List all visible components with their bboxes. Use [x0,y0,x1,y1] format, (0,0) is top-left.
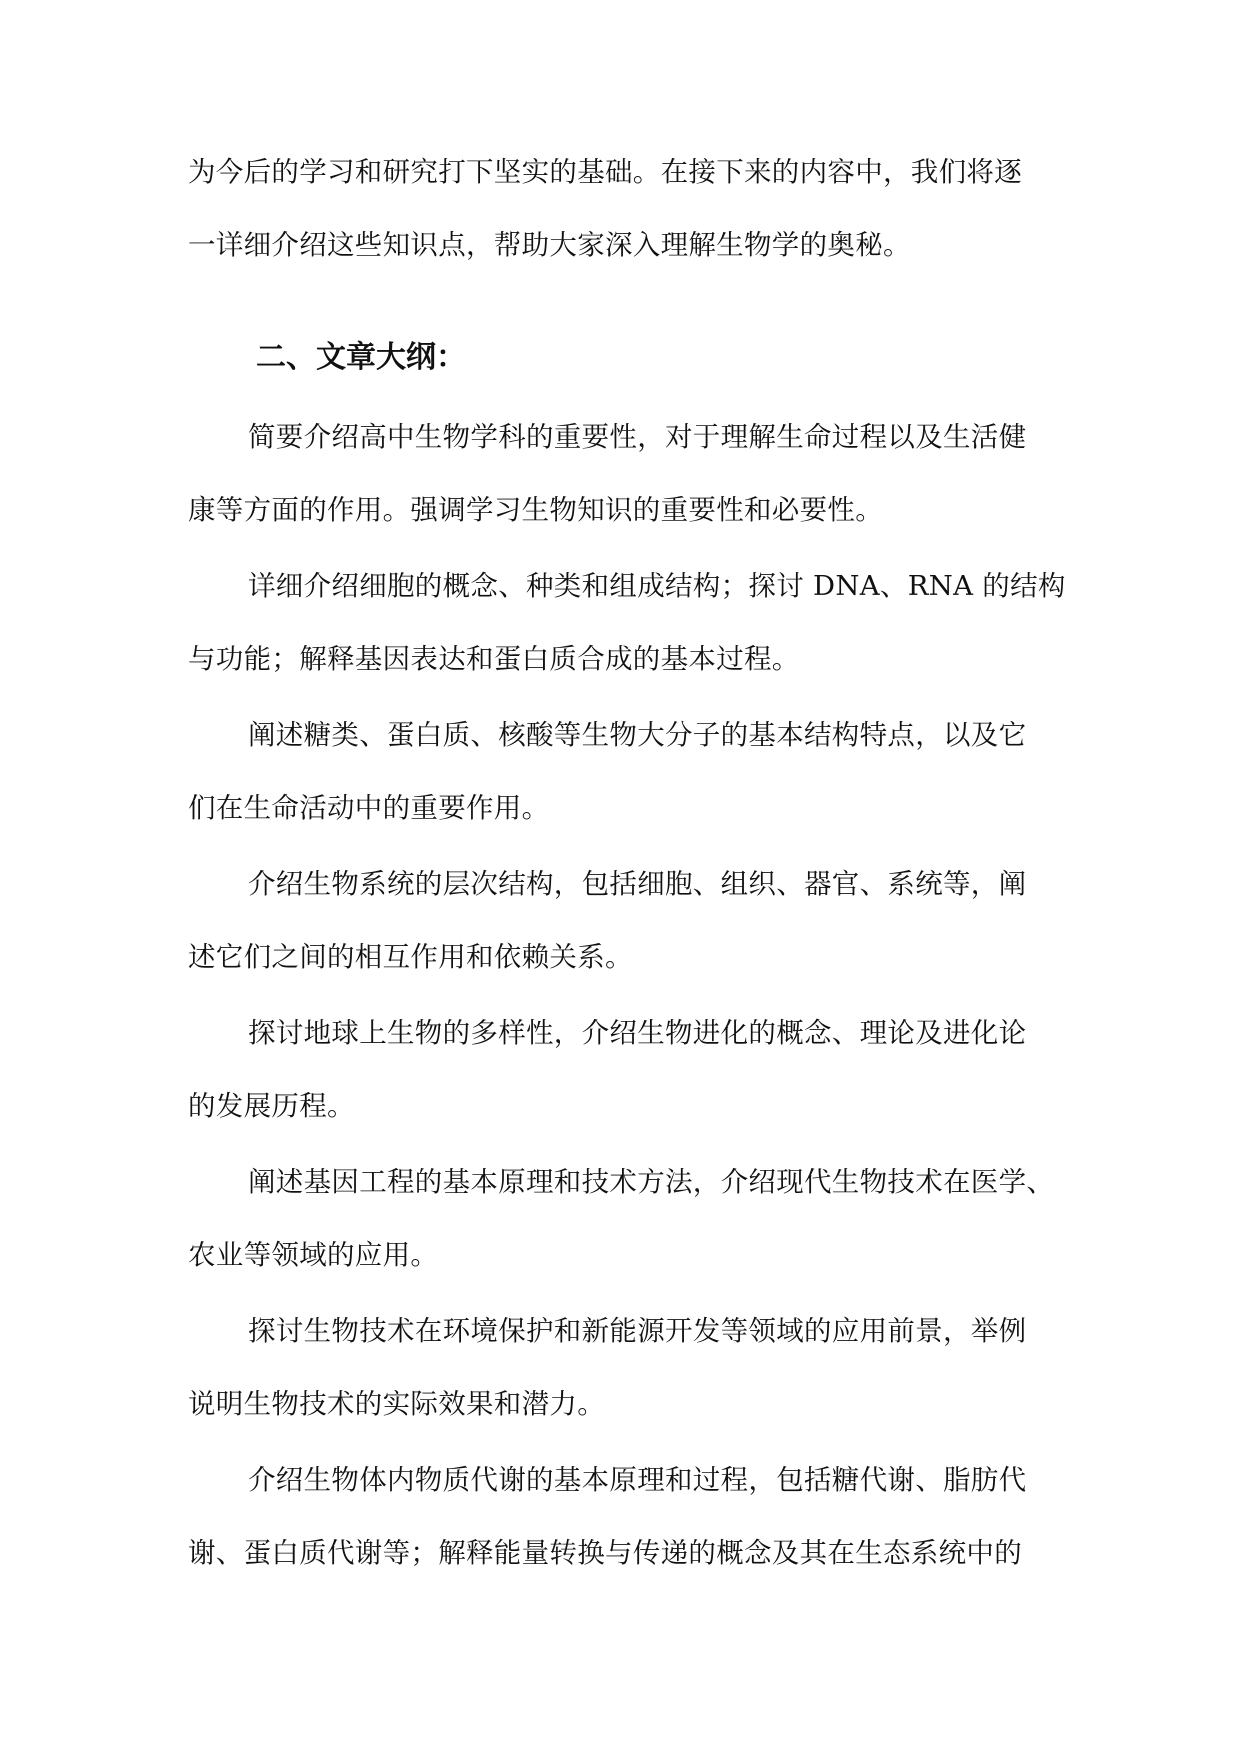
intro-line-2: 一详细介绍这些知识点，帮助大家深入理解生物学的奥秘。 [188,229,911,261]
paragraph-4-line-1: 介绍生物系统的层次结构，包括细胞、组织、器官、系统等，阐 [248,868,1027,900]
paragraph-8-line-1: 介绍生物体内物质代谢的基本原理和过程，包括糖代谢、脂肪代 [248,1464,1027,1496]
intro-line-1: 为今后的学习和研究打下坚实的基础。在接下来的内容中，我们将逐 [188,156,1022,188]
paragraph-2-line-1: 详细介绍细胞的概念、种类和组成结构；探讨 DNA、RNA 的结构 [248,570,1066,602]
paragraph-5-line-1: 探讨地球上生物的多样性，介绍生物进化的概念、理论及进化论 [248,1017,1027,1049]
paragraph-7-line-1: 探讨生物技术在环境保护和新能源开发等领域的应用前景，举例 [248,1315,1027,1347]
paragraph-6-line-2: 农业等领域的应用。 [188,1239,439,1271]
paragraph-8-line-2: 谢、蛋白质代谢等；解释能量转换与传递的概念及其在生态系统中的 [188,1537,1022,1569]
paragraph-1-line-1: 简要介绍高中生物学科的重要性，对于理解生命过程以及生活健 [248,421,1027,453]
paragraph-5-line-2: 的发展历程。 [188,1090,355,1122]
section-heading: 二、文章大纲： [256,340,466,375]
paragraph-4-line-2: 述它们之间的相互作用和依赖关系。 [188,941,633,973]
paragraph-2-line-2: 与功能；解释基因表达和蛋白质合成的基本过程。 [188,643,800,675]
paragraph-1-line-2: 康等方面的作用。强调学习生物知识的重要性和必要性。 [188,494,883,526]
paragraph-3-line-2: 们在生命活动中的重要作用。 [188,792,550,824]
paragraph-3-line-1: 阐述糖类、蛋白质、核酸等生物大分子的基本结构特点，以及它 [248,719,1027,751]
paragraph-6-line-1: 阐述基因工程的基本原理和技术方法，介绍现代生物技术在医学、 [248,1166,1055,1198]
paragraph-7-line-2: 说明生物技术的实际效果和潜力。 [188,1388,605,1420]
